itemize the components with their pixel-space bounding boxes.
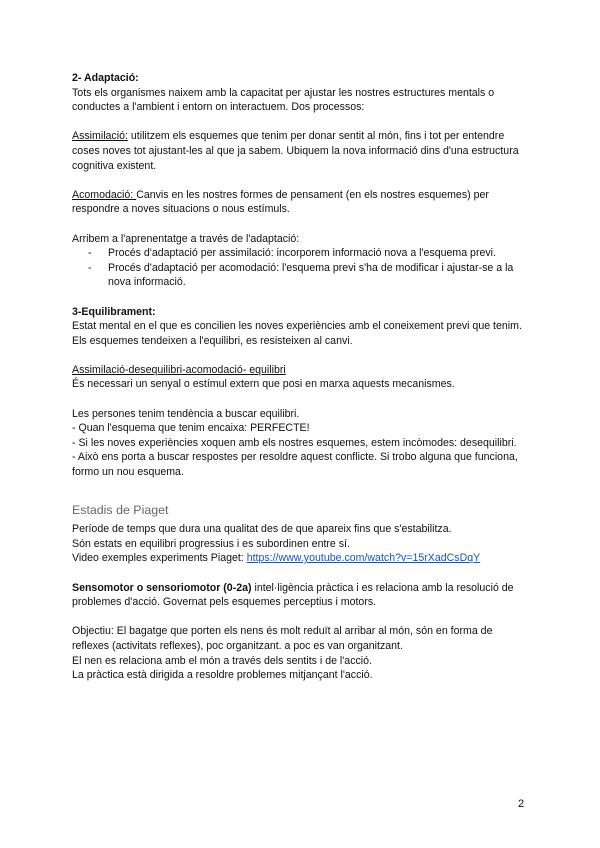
objective-line: La pràctica està dirigida a resoldre problemes mitjançant l'acció. <box>72 669 373 682</box>
accommodation-term: Acomodació: <box>72 188 137 201</box>
bullet-item: - Procés d'adaptació per assimilació: incorporem informació nova a l'esquema previ. <box>72 246 532 261</box>
assimilation-term: Assimilació: <box>72 130 128 143</box>
sensorimotor-text: intel·ligència pràctica i es relaciona amb la resolució de problemes d'acció. Governat pels esquemes perceptius i motors. <box>72 581 514 609</box>
video-label: Video exemples experiments Piaget: <box>72 552 247 565</box>
objective-line: Objectiu: El bagatge que porten els nens és molt reduït al arribar al món, són en forma de reflexes (activitats reflexes), poc organitzant. a poc es van organitzant. <box>72 625 493 652</box>
page-content <box>72 71 532 683</box>
adaptation-bullets <box>72 246 532 290</box>
bullet-item: - Procés d'adaptació per acomodació: l'esquema previ s'ha de modificar i ajustar-se a la nova informació. <box>72 261 532 290</box>
sensorimotor-title: Sensomotor o sensoriomotor (0-2a) <box>72 581 252 594</box>
section-3-text: Estat mental en el que es concilien les noves experiències amb el coneixement previ que tenim. Els esquemes tendeixen a l'equilibri, es resisteixen al canvi. <box>72 320 522 347</box>
section-2-title: 2- Adaptació: <box>72 72 139 84</box>
stages-heading: Estadis de Piaget <box>72 503 169 518</box>
equilibrium-line: - Això ens porta a buscar respostes per resoldre aquest conflicte. Si trobo alguna que funciona, formo un nou esquema. <box>72 451 518 479</box>
stages-line: Període de temps que dura una qualitat des de que apareix fins que s'estabilitza. <box>72 523 452 536</box>
cycle-text: És necessari un senyal o estímul extern que posi en marxa aquests mecanismes. <box>72 378 455 391</box>
assimilation-paragraph <box>72 129 532 173</box>
assimilation-text: utilitzem els esquemes que tenim per donar sentit al món, fins i tot per entendre coses noves tot ajustant-les al que ja sabem. Ubiquem la nova informació dins d'una estructura cognitiva existent. <box>72 130 519 172</box>
section-3-title: 3-Equilibrament: <box>72 305 156 318</box>
learning-intro: Arribem a l'aprenentatge a través de l'adaptació: <box>72 232 300 245</box>
accommodation-text: Canvis en les nostres formes de pensament (en els nostres esquemes) per respondre a noves situacions o nous estímuls. <box>72 188 489 216</box>
video-link[interactable]: https://www.youtube.com/watch?v=15rXadCsDqY <box>246 552 481 565</box>
sensorimotor-paragraph <box>72 581 532 610</box>
page-number: 2 <box>518 798 525 810</box>
section-2-intro: Tots els organismes naixem amb la capacitat per ajustar les nostres estructures mentals o conductes a l'ambient i entorn on interactuem. Dos processos: <box>72 86 495 114</box>
cycle-label: Assimilació-desequilibri-acomodació- equilibri <box>72 363 286 376</box>
video-line <box>72 551 532 566</box>
equilibrium-line: - Quan l'esquema que tenim encaixa: PERFECTE! <box>72 422 310 435</box>
accommodation-paragraph <box>72 188 532 217</box>
equilibrium-line: - Si les noves experiències xoquen amb els nostres esquemes, estem incòmodes: desequilibri. <box>72 436 517 449</box>
stages-line: Són estats en equilibri progressius i es subordinen entre sí. <box>72 537 350 550</box>
equilibrium-line: Les persones tenim tendència a buscar equilibri. <box>72 407 300 420</box>
objective-line: El nen es relaciona amb el món a través dels sentits i de l'acció. <box>72 654 372 667</box>
